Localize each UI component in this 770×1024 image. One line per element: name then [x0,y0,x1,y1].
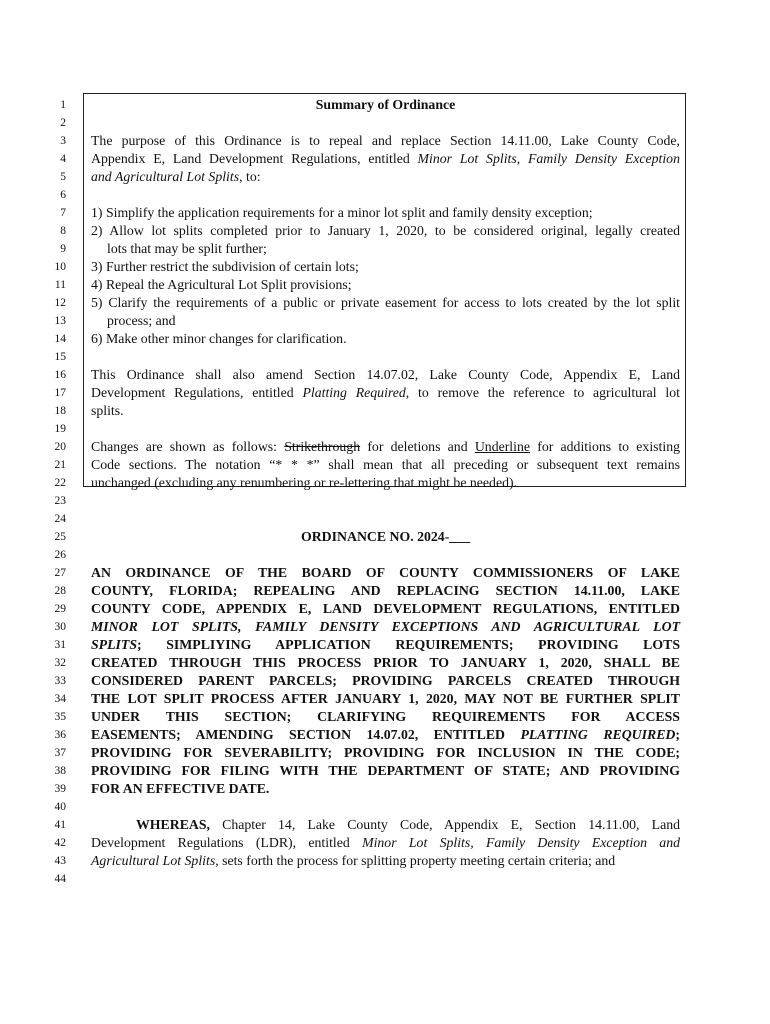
summary-item-2-cont: lots that may be split further; [107,241,267,256]
line-number: 31 [54,639,66,651]
line-number: 24 [54,513,66,525]
line-number: 4 [60,153,66,165]
ordinance-number: ORDINANCE NO. 2024-___ [300,529,470,544]
line-number: 14 [54,333,66,345]
line-number: 9 [60,243,66,255]
line-number: 19 [54,423,66,435]
whereas-line-2: Development Regulations (LDR), entitled Minor Lot Splits, Family Density Exception and [91,835,680,850]
line-number: 21 [54,459,66,471]
summary-title: Summary of Ordinance [315,97,456,112]
caption-line-5: SPLITS; SIMPLIYING APPLICATION REQUIREMENTS; PROVIDING LOTS [91,637,680,652]
changes-line-3: unchanged (excluding any renumbering or re-lettering that might be needed). [91,475,518,490]
purpose-line-1: The purpose of this Ordinance is to repeal and replace Section 14.11.00, Lake County Code, [91,133,680,148]
summary-item-5-cont: process; and [107,313,176,328]
line-number: 26 [54,549,66,561]
changes-line-1: Changes are shown as follows: Strikethrough for deletions and Underline for additions to existing [91,439,680,454]
line-number: 13 [54,315,66,327]
line-number: 28 [54,585,66,597]
line-number: 27 [54,567,66,579]
amend-line-1: This Ordinance shall also amend Section 14.07.02, Lake County Code, Appendix E, Land [91,367,680,382]
strikethrough-sample: Strikethrough [284,439,361,454]
line-number: 35 [54,711,66,723]
summary-item-4: 4) Repeal the Agricultural Lot Split provisions; [91,277,352,292]
line-number: 30 [54,621,66,633]
line-number: 41 [54,819,66,831]
line-number: 34 [54,693,66,705]
line-number: 3 [60,135,66,147]
caption-line-11: PROVIDING FOR SEVERABILITY; PROVIDING FOR INCLUSION IN THE CODE; [91,745,680,760]
line-number: 12 [54,297,66,309]
caption-line-10: EASEMENTS; AMENDING SECTION 14.07.02, ENTITLED PLATTING REQUIRED; [91,727,680,742]
caption-line-3: COUNTY CODE, APPENDIX E, LAND DEVELOPMENT REGULATIONS, ENTITLED [91,601,680,616]
line-number: 23 [54,495,66,507]
caption-line-2: COUNTY, FLORIDA; REPEALING AND REPLACING SECTION 14.11.00, LAKE [91,583,680,598]
line-number: 38 [54,765,66,777]
caption-line-6: CREATED THROUGH THIS PROCESS PRIOR TO JANUARY 1, 2020, SHALL BE [91,655,680,670]
line-number: 22 [54,477,66,489]
line-number: 43 [54,855,66,867]
underline-sample: Underline [474,439,530,454]
summary-item-5: 5) Clarify the requirements of a public or private easement for access to lots created by the lot split [91,295,680,310]
purpose-line-3: and Agricultural Lot Splits, to: [91,169,261,184]
line-number: 36 [54,729,66,741]
caption-line-1: AN ORDINANCE OF THE BOARD OF COUNTY COMMISSIONERS OF LAKE [91,565,680,580]
purpose-line-2: Appendix E, Land Development Regulations, entitled Minor Lot Splits, Family Density Exception [91,151,680,166]
caption-line-4: MINOR LOT SPLITS, FAMILY DENSITY EXCEPTIONS AND AGRICULTURAL LOT [91,619,680,634]
changes-line-2: Code sections. The notation “* * *” shall mean that all preceding or subsequent text remains [91,457,680,472]
summary-item-1: 1) Simplify the application requirements for a minor lot split and family density exception; [91,205,593,220]
line-number: 10 [54,261,66,273]
line-number: 32 [54,657,66,669]
line-number: 7 [60,207,66,219]
line-number: 17 [54,387,66,399]
line-number: 11 [54,279,66,291]
summary-item-3: 3) Further restrict the subdivision of certain lots; [91,259,359,274]
line-number: 6 [60,189,66,201]
caption-line-7: CONSIDERED PARENT PARCELS; PROVIDING PARCELS CREATED THROUGH [91,673,680,688]
line-number: 40 [54,801,66,813]
caption-line-9: UNDER THIS SECTION; CLARIFYING REQUIREMENTS FOR ACCESS [91,709,680,724]
amend-line-2: Development Regulations, entitled Platting Required, to remove the reference to agricultural lot [91,385,680,400]
line-number: 2 [60,117,66,129]
line-number: 8 [60,225,66,237]
line-number: 20 [54,441,66,453]
line-number: 37 [54,747,66,759]
line-number: 42 [54,837,66,849]
line-number: 1 [60,99,66,111]
line-number: 25 [54,531,66,543]
whereas-line-1: WHEREAS, Chapter 14, Lake County Code, Appendix E, Section 14.11.00, Land [136,817,680,832]
line-number: 15 [54,351,66,363]
caption-line-12: PROVIDING FOR FILING WITH THE DEPARTMENT OF STATE; AND PROVIDING [91,763,680,778]
line-number: 29 [54,603,66,615]
summary-item-2: 2) Allow lot splits completed prior to January 1, 2020, to be considered original, legally created [91,223,680,238]
amend-line-3: splits. [91,403,124,418]
line-number: 44 [54,873,66,885]
line-number: 39 [54,783,66,795]
summary-item-6: 6) Make other minor changes for clarification. [91,331,347,346]
line-number: 18 [54,405,66,417]
line-number: 5 [60,171,66,183]
caption-line-13: FOR AN EFFECTIVE DATE. [91,781,270,796]
caption-line-8: THE LOT SPLIT PROCESS AFTER JANUARY 1, 2020, MAY NOT BE FURTHER SPLIT [91,691,680,706]
line-number: 33 [54,675,66,687]
line-number: 16 [54,369,66,381]
whereas-line-3: Agricultural Lot Splits, sets forth the process for splitting property meeting certain criteria; and [91,853,616,868]
